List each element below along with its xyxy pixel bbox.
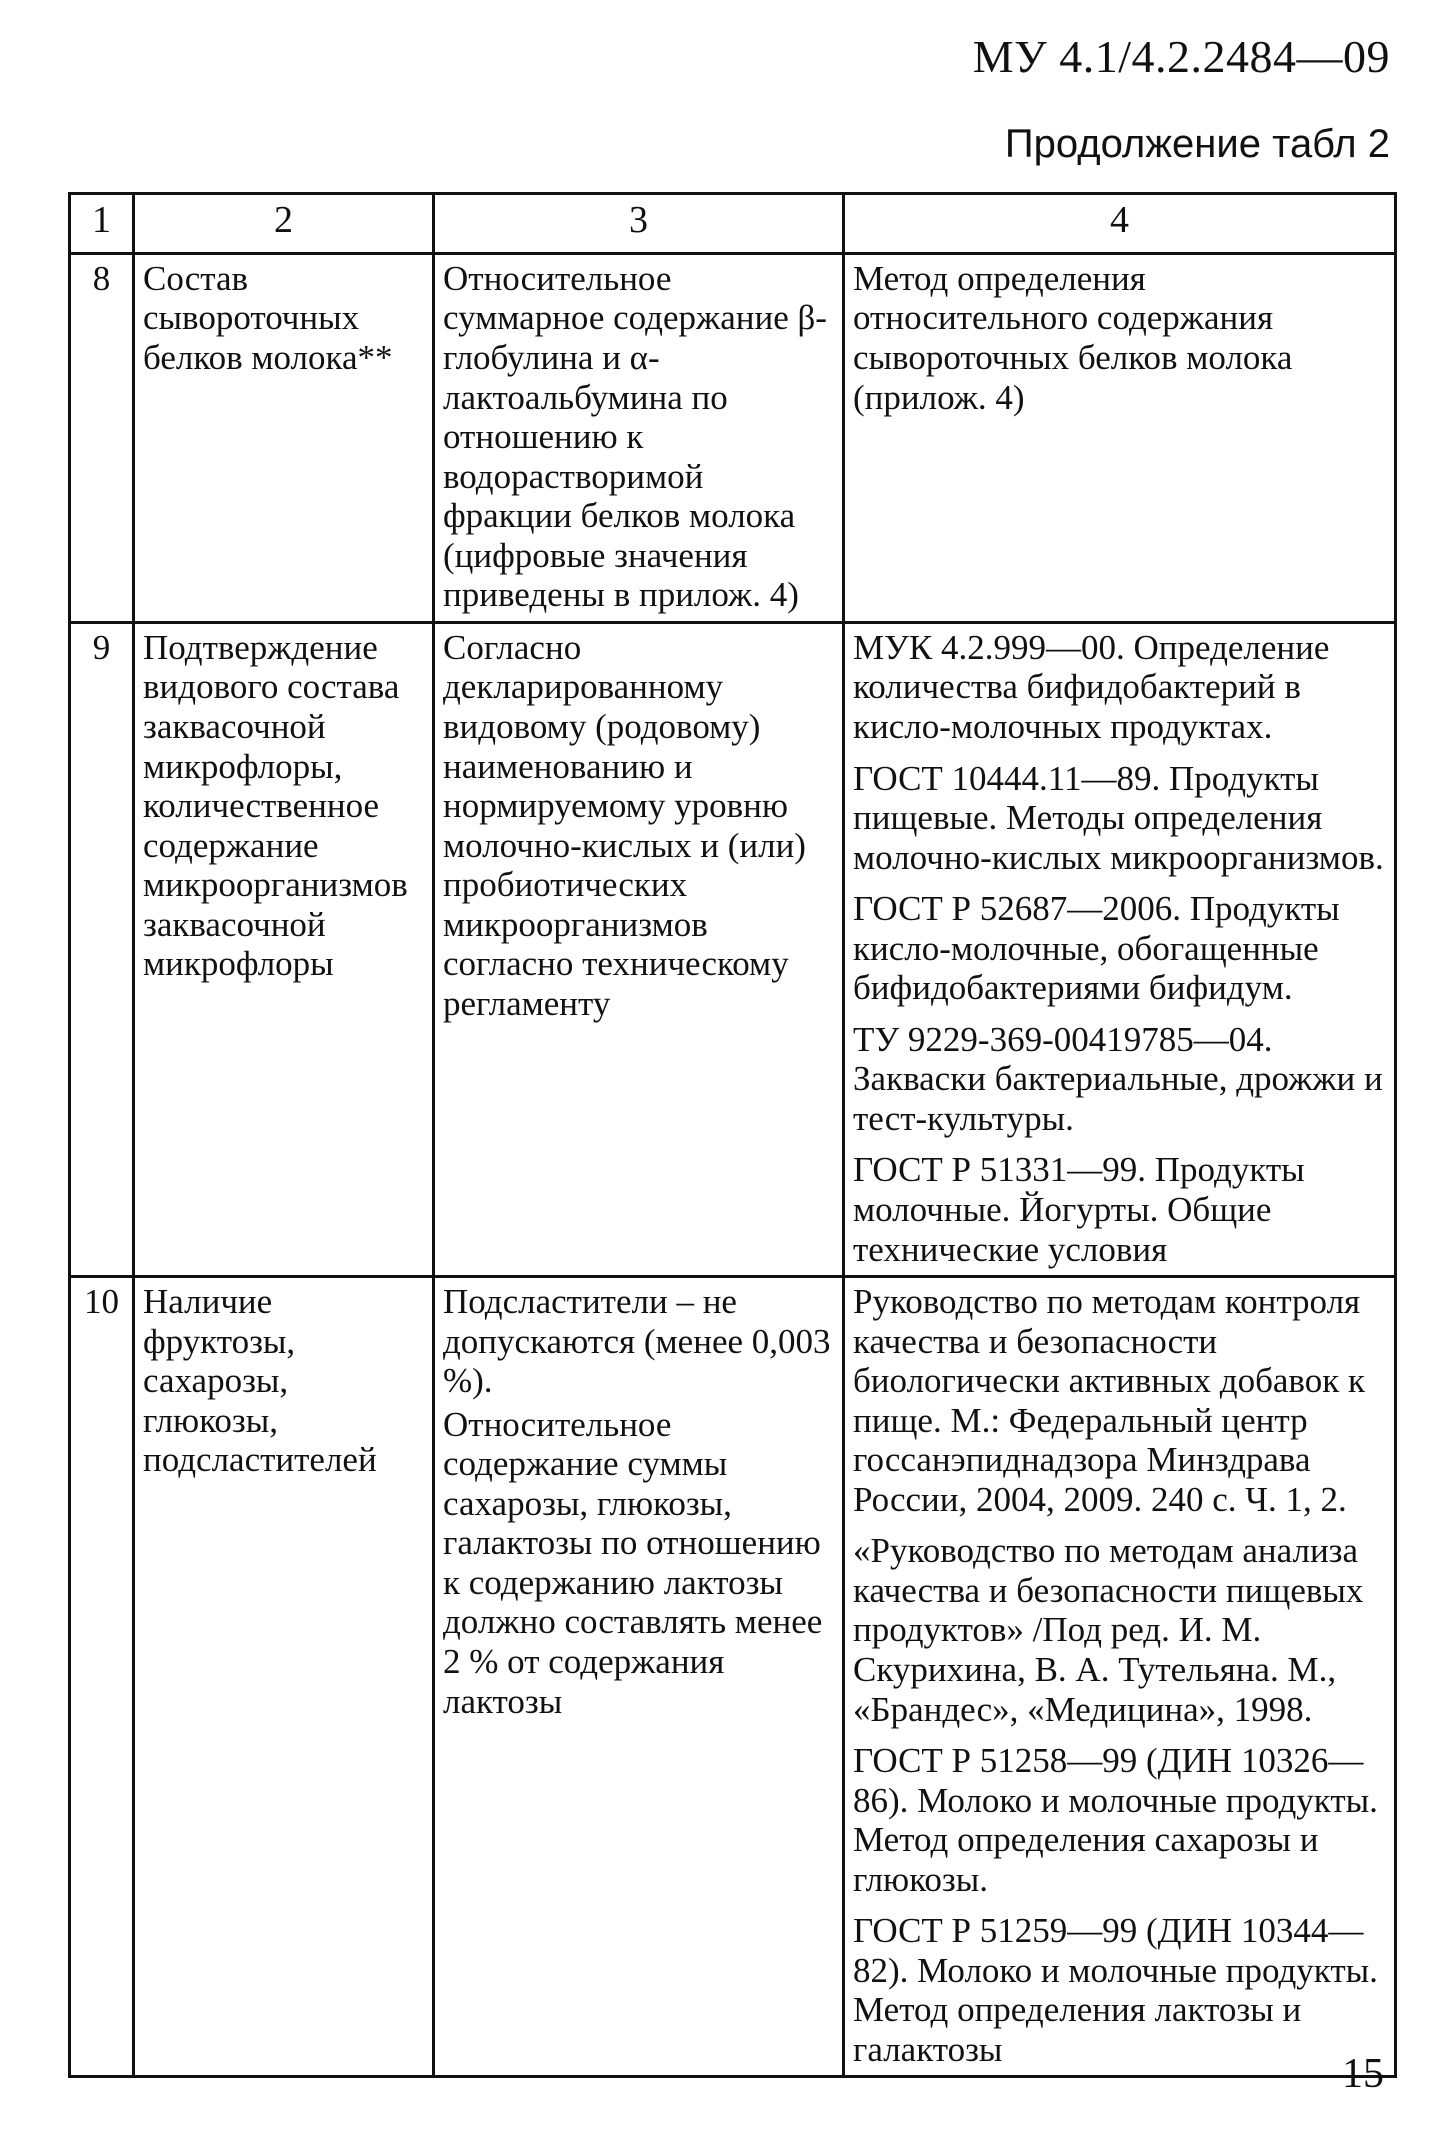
- requirement-part: Подсластители – не допускаются (менее 0,003 %).: [443, 1282, 831, 1401]
- methods-table: [68, 192, 1397, 2078]
- methods-cell: [844, 622, 1396, 1276]
- method-reference: ТУ 9229-369-00419785—04. Закваски бактериальные, дрожжи и тест-культуры.: [853, 1019, 1383, 1138]
- row-number: 8: [70, 253, 134, 622]
- method-reference: ГОСТ Р 52687—2006. Продукты кисло-молочные, обогащенные бифидобактериями бифидум.: [853, 889, 1340, 1008]
- indicator-cell: Наличие фруктозы, сахарозы, глюкозы, подсластителей: [134, 1277, 434, 2077]
- requirement-cell: Относительное суммарное содержание β-глобулина и α-лактоальбумина по отношению к водорастворимой фракции белков молока (цифровые значения приведены в прилож. 4): [434, 253, 844, 622]
- methods-cell: [844, 253, 1396, 622]
- method-reference: Руководство по методам контроля качества и безопасности биологически активных добавок к пище. М.: Федеральный центр госсанэпиднадзора Минздрава России, 2004, 2009. 240 с. Ч. 1, 2.: [853, 1282, 1365, 1519]
- methods-cell: [844, 1277, 1396, 2077]
- requirement-cell: Согласно декларированному видовому (родовому) наименованию и нормируемому уровню молочно-кислых и (или) пробиотических микроорганизмов согласно техническому регламенту: [434, 622, 844, 1276]
- requirement-part: Относительное содержание суммы сахарозы, глюкозы, галактозы по отношению к содержанию лактозы должно составлять менее 2 % от содержания лактозы: [443, 1404, 823, 1721]
- table-row: [70, 622, 1396, 1276]
- method-reference: ГОСТ Р 51258—99 (ДИН 10326—86). Молоко и молочные продукты. Метод определения сахарозы и глюкозы.: [853, 1741, 1378, 1899]
- method-reference: ГОСТ Р 51259—99 (ДИН 10344—82). Молоко и молочные продукты. Метод определения лактозы и галактозы: [853, 1911, 1378, 2069]
- table-header-row: [70, 194, 1396, 254]
- row-number: 10: [70, 1277, 134, 2077]
- requirement-cell: [434, 1277, 844, 2077]
- column-header: 1: [70, 194, 134, 254]
- method-reference: МУК 4.2.999—00. Определение количества бифидобактерий в кисло-молочных продуктах.: [853, 627, 1330, 746]
- column-header: 4: [844, 194, 1396, 254]
- method-reference: ГОСТ Р 51331—99. Продукты молочные. Йогурты. Общие технические условия: [853, 1150, 1305, 1269]
- table-continuation-label: Продолжение табл 2: [1004, 122, 1390, 166]
- document-code: МУ 4.1/4.2.2484—09: [972, 31, 1390, 82]
- column-header: 2: [134, 194, 434, 254]
- row-number: 9: [70, 622, 134, 1276]
- indicator-cell: Состав сывороточных белков молока**: [134, 253, 434, 622]
- indicator-cell: Подтверждение видового состава заквасочной микрофлоры, количественное содержание микроорганизмов заквасочной микрофлоры: [134, 622, 434, 1276]
- method-reference: ГОСТ 10444.11—89. Продукты пищевые. Методы определения молочно-кислых микроорганизмов.: [853, 758, 1384, 877]
- page-number: 15: [1342, 2051, 1384, 2097]
- method-reference: Метод определения относительного содержания сывороточных белков молока (прилож. 4): [853, 258, 1293, 417]
- table-row: [70, 253, 1396, 622]
- table-row: [70, 1277, 1396, 2077]
- method-reference: «Руководство по методам анализа качества и безопасности пищевых продуктов» /Под ред. И. М. Скурихина, В. А. Тутельяна. М., «Брандес», «Медицина», 1998.: [853, 1531, 1364, 1729]
- column-header: 3: [434, 194, 844, 254]
